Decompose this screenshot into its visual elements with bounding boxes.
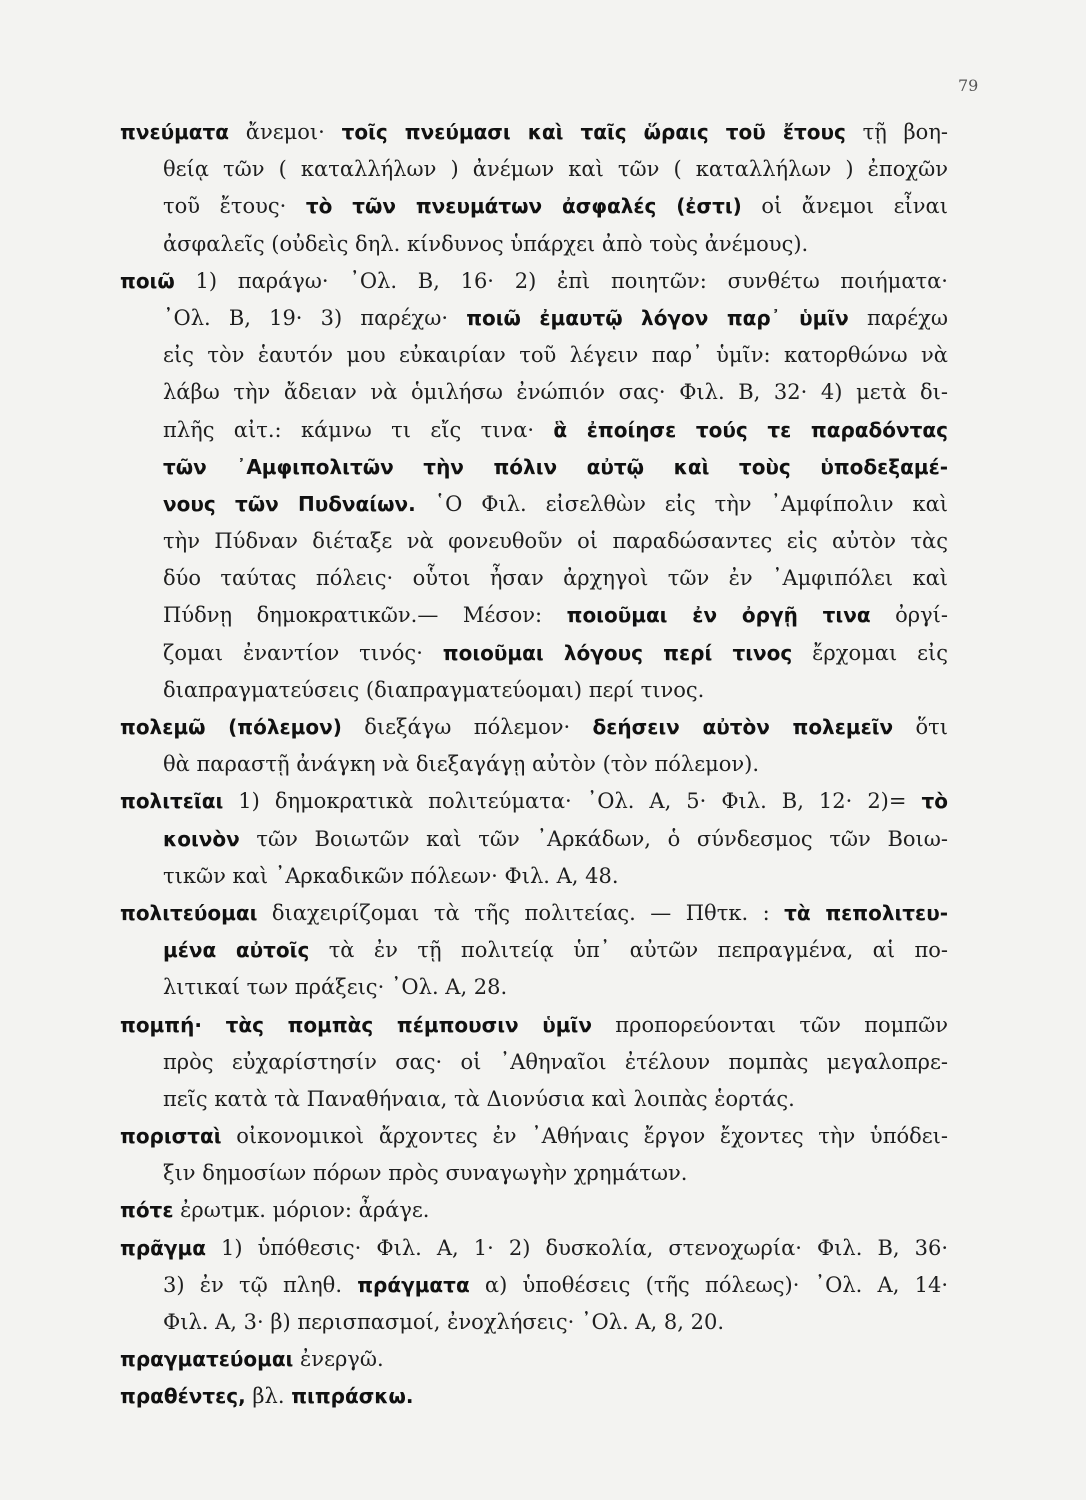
headword: πορισταὶ xyxy=(120,1124,222,1149)
headword: πολιτεῖαι xyxy=(120,789,224,814)
headword: τῶν ᾿Αμφιπολιτῶν τὴν πόλιν αὐτῷ καὶ τοὺς ὑποδεξαμέ- xyxy=(163,454,948,479)
entry-line xyxy=(120,1230,948,1267)
definition-text: προπορεύονται τῶν πομπῶν xyxy=(591,1012,948,1037)
definition-text: λάβω τὴν ἄδειαν νὰ ὁμιλήσω ἐνώπιόν σας· Φιλ. Β, 32· 4) μετὰ δι- xyxy=(163,380,948,405)
definition-text: εἰς τὸν ἑαυτόν μου εὐκαιρίαν τοῦ λέγειν παρ᾿ ὑμῖν: κατορθώνω νὰ xyxy=(163,343,948,368)
entry-continuation-line xyxy=(120,932,948,969)
definition-text: ἐνεργῶ. xyxy=(293,1347,384,1372)
headword: νους τῶν Πυδναίων. xyxy=(163,491,416,516)
definition-text: θείᾳ τῶν ( καταλλήλων ) ἀνέμων καὶ τῶν ( καταλλήλων ) ἐποχῶν xyxy=(163,157,948,182)
entry-continuation-line xyxy=(120,374,948,411)
entry-continuation-line xyxy=(120,1081,948,1118)
definition-text: ἀσφαλεῖς (οὐδεὶς δηλ. κίνδυνος ὑπάρχει ἀπὸ τοὺς ἀνέμους). xyxy=(163,231,809,256)
definition-text: λιτικαί των πράξεις· ᾿Ολ. Α, 28. xyxy=(163,975,508,1000)
definition-text: Πύδνῃ δημοκρατικῶν.— Μέσον: xyxy=(163,603,567,628)
definition-text: παρέχω xyxy=(848,305,948,330)
entry-line xyxy=(120,895,948,932)
definition-text: ὅτι xyxy=(893,715,949,739)
glossary-text xyxy=(120,114,948,1416)
headword: ποιῶ xyxy=(120,268,175,293)
definition-text: δύο ταύτας πόλεις· οὗτοι ἦσαν ἀρχηγοὶ τῶν ἐν ᾿Αμφιπόλει καὶ xyxy=(163,566,948,591)
headword: μένα αὐτοῖς xyxy=(163,938,310,963)
headword: ποιῶ ἐμαυτῷ λόγον παρ᾿ ὑμῖν xyxy=(466,305,849,330)
definition-text: τικῶν καὶ ᾿Αρκαδικῶν πόλεων· Φιλ. Α, 48. xyxy=(163,863,619,888)
entry-continuation-line xyxy=(120,1044,948,1081)
definition-text: 3) ἐν τῷ πληθ. xyxy=(163,1272,358,1297)
definition-text: τοῦ ἔτους· xyxy=(163,194,306,219)
headword: πιπράσκω. xyxy=(291,1384,414,1409)
definition-text: διεξάγω πόλεμον· xyxy=(341,715,593,739)
definition-text: ἐρωτμκ. μόριον: ἆράγε. xyxy=(173,1198,430,1223)
entry-continuation-line xyxy=(120,1304,948,1341)
entry-continuation-line xyxy=(120,188,948,225)
headword: πολεμῶ (πόλεμον) xyxy=(120,715,342,739)
headword: τὸ xyxy=(921,789,948,814)
definition-text: ξιν δημοσίων πόρων πρὸς συναγωγὴν χρημάτων. xyxy=(163,1161,688,1186)
definition-text: 1) ὑπόθεσις· Φιλ. Α, 1· 2) δυσκολία, στενοχωρία· Φιλ. Β, 36· xyxy=(205,1235,948,1260)
entry-continuation-line xyxy=(120,300,948,337)
definition-text: τῶν Βοιωτῶν καὶ τῶν ᾿Αρκάδων, ὁ σύνδεσμος τῶν Βοιω- xyxy=(239,826,948,851)
entry-line xyxy=(120,1192,948,1229)
entry-continuation-line xyxy=(120,858,948,895)
definition-text: α) ὑποθέσεις (τῆς πόλεως)· ᾿Ολ. Α, 14· xyxy=(469,1272,948,1297)
definition-text: διαχειρίζομαι τὰ τῆς πολιτείας. — Πθτκ. : xyxy=(257,900,785,925)
definition-text: διαπραγματεύσεις (διαπραγματεύομαι) περί τινος. xyxy=(163,677,705,702)
headword: πομπή· τὰς πομπὰς πέμπουσιν ὑμῖν xyxy=(120,1012,592,1037)
entry-line xyxy=(120,263,948,300)
headword: ποιοῦμαι λόγους περί τινος xyxy=(442,640,793,665)
definition-text: Φιλ. Α, 3· β) περισπασμοί, ἐνοχλήσεις· ᾿Ολ. Α, 8, 20. xyxy=(163,1310,724,1334)
definition-text: ἄνεμοι· xyxy=(229,120,342,144)
entry-continuation-line xyxy=(120,635,948,672)
entry-line xyxy=(120,783,948,820)
definition-text: τῇ βοη- xyxy=(845,120,948,144)
page-number: 79 xyxy=(958,76,979,95)
headword: κοινὸν xyxy=(163,826,240,851)
definition-text: 1) παράγω· ᾿Ολ. Β, 16· 2) ἐπὶ ποιητῶν: συνθέτω ποιήματα· xyxy=(174,268,948,293)
headword: ἃ ἐποίησε τούς τε παραδόντας xyxy=(553,417,948,442)
entry-continuation-line xyxy=(120,672,948,709)
headword: τὸ τῶν πνευμάτων ἀσφαλές (ἐστι) xyxy=(305,194,742,219)
entry-line xyxy=(120,1341,948,1378)
entry-continuation-line xyxy=(120,597,948,634)
headword: πολιτεύομαι xyxy=(120,900,258,925)
entry-continuation-line xyxy=(120,746,948,783)
entry-line xyxy=(120,1007,948,1044)
headword: τοῖς πνεύμασι καὶ ταῖς ὥραις τοῦ ἔτους xyxy=(341,120,846,144)
entry-continuation-line xyxy=(120,226,948,263)
definition-text: ὀργί- xyxy=(870,603,948,628)
entry-line xyxy=(120,114,948,151)
definition-text: πλῆς αἰτ.: κάμνω τι εἴς τινα· xyxy=(163,417,554,442)
definition-text: πρὸς εὐχαρίστησίν σας· οἱ ᾿Αθηναῖοι ἐτέλουν πομπὰς μεγαλοπρε- xyxy=(163,1049,948,1074)
definition-text: οἰκονομικοὶ ἄρχοντες ἐν ᾿Αθήναις ἔργον ἔχοντες τὴν ὑπόδει- xyxy=(221,1124,948,1149)
entry-line xyxy=(120,709,948,746)
entry-continuation-line xyxy=(120,412,948,449)
entry-line xyxy=(120,1378,948,1415)
headword: πνεύματα xyxy=(120,120,230,144)
entry-line xyxy=(120,1118,948,1155)
headword: πραγματεύομαι xyxy=(120,1347,294,1372)
headword: πράγματα xyxy=(357,1272,470,1297)
entry-continuation-line xyxy=(120,449,948,486)
entry-continuation-line xyxy=(120,969,948,1006)
definition-text: ῾Ο Φιλ. εἰσελθὼν εἰς τὴν ᾿Αμφίπολιν καὶ xyxy=(415,491,948,516)
definition-text: 1) δημοκρατικὰ πολιτεύματα· ᾿Ολ. Α, 5· Φιλ. Β, 12· 2)= xyxy=(223,789,922,814)
headword: πότε xyxy=(120,1198,174,1223)
headword: πρᾶγμα xyxy=(120,1235,206,1260)
headword: ποιοῦμαι ἐν ὀργῇ τινα xyxy=(566,603,871,628)
headword: πραθέντες, xyxy=(120,1384,246,1409)
entry-continuation-line xyxy=(120,523,948,560)
entry-continuation-line xyxy=(120,1267,948,1304)
entry-continuation-line xyxy=(120,560,948,597)
definition-text: τὴν Πύδναν διέταξε νὰ φονευθοῦν οἱ παραδώσαντες εἰς αὐτὸν τὰς xyxy=(163,529,948,554)
entry-continuation-line xyxy=(120,151,948,188)
definition-text: τὰ ἐν τῇ πολιτείᾳ ὑπ᾿ αὐτῶν πεπραγμένα, αἱ πο- xyxy=(309,938,948,963)
definition-text: θὰ παραστῇ ἀνάγκη νὰ διεξαγάγῃ αὐτὸν (τὸν πόλεμον). xyxy=(163,752,760,777)
headword: τὰ πεπολιτευ- xyxy=(784,900,948,925)
definition-text: ζομαι ἐναντίον τινός· xyxy=(163,640,443,665)
definition-text: ᾿Ολ. Β, 19· 3) παρέχω· xyxy=(163,305,467,330)
definition-text: οἱ ἄνεμοι εἶναι xyxy=(741,194,948,219)
entry-continuation-line xyxy=(120,821,948,858)
headword: δεήσειν αὐτὸν πολεμεῖν xyxy=(592,715,894,739)
entry-continuation-line xyxy=(120,486,948,523)
definition-text: ἔρχομαι εἰς xyxy=(792,640,948,665)
entry-continuation-line xyxy=(120,1155,948,1192)
definition-text: πεῖς κατὰ τὰ Παναθήναια, τὰ Διονύσια καὶ λοιπὰς ἑορτάς. xyxy=(163,1086,795,1111)
entry-continuation-line xyxy=(120,337,948,374)
definition-text: βλ. xyxy=(245,1384,292,1409)
